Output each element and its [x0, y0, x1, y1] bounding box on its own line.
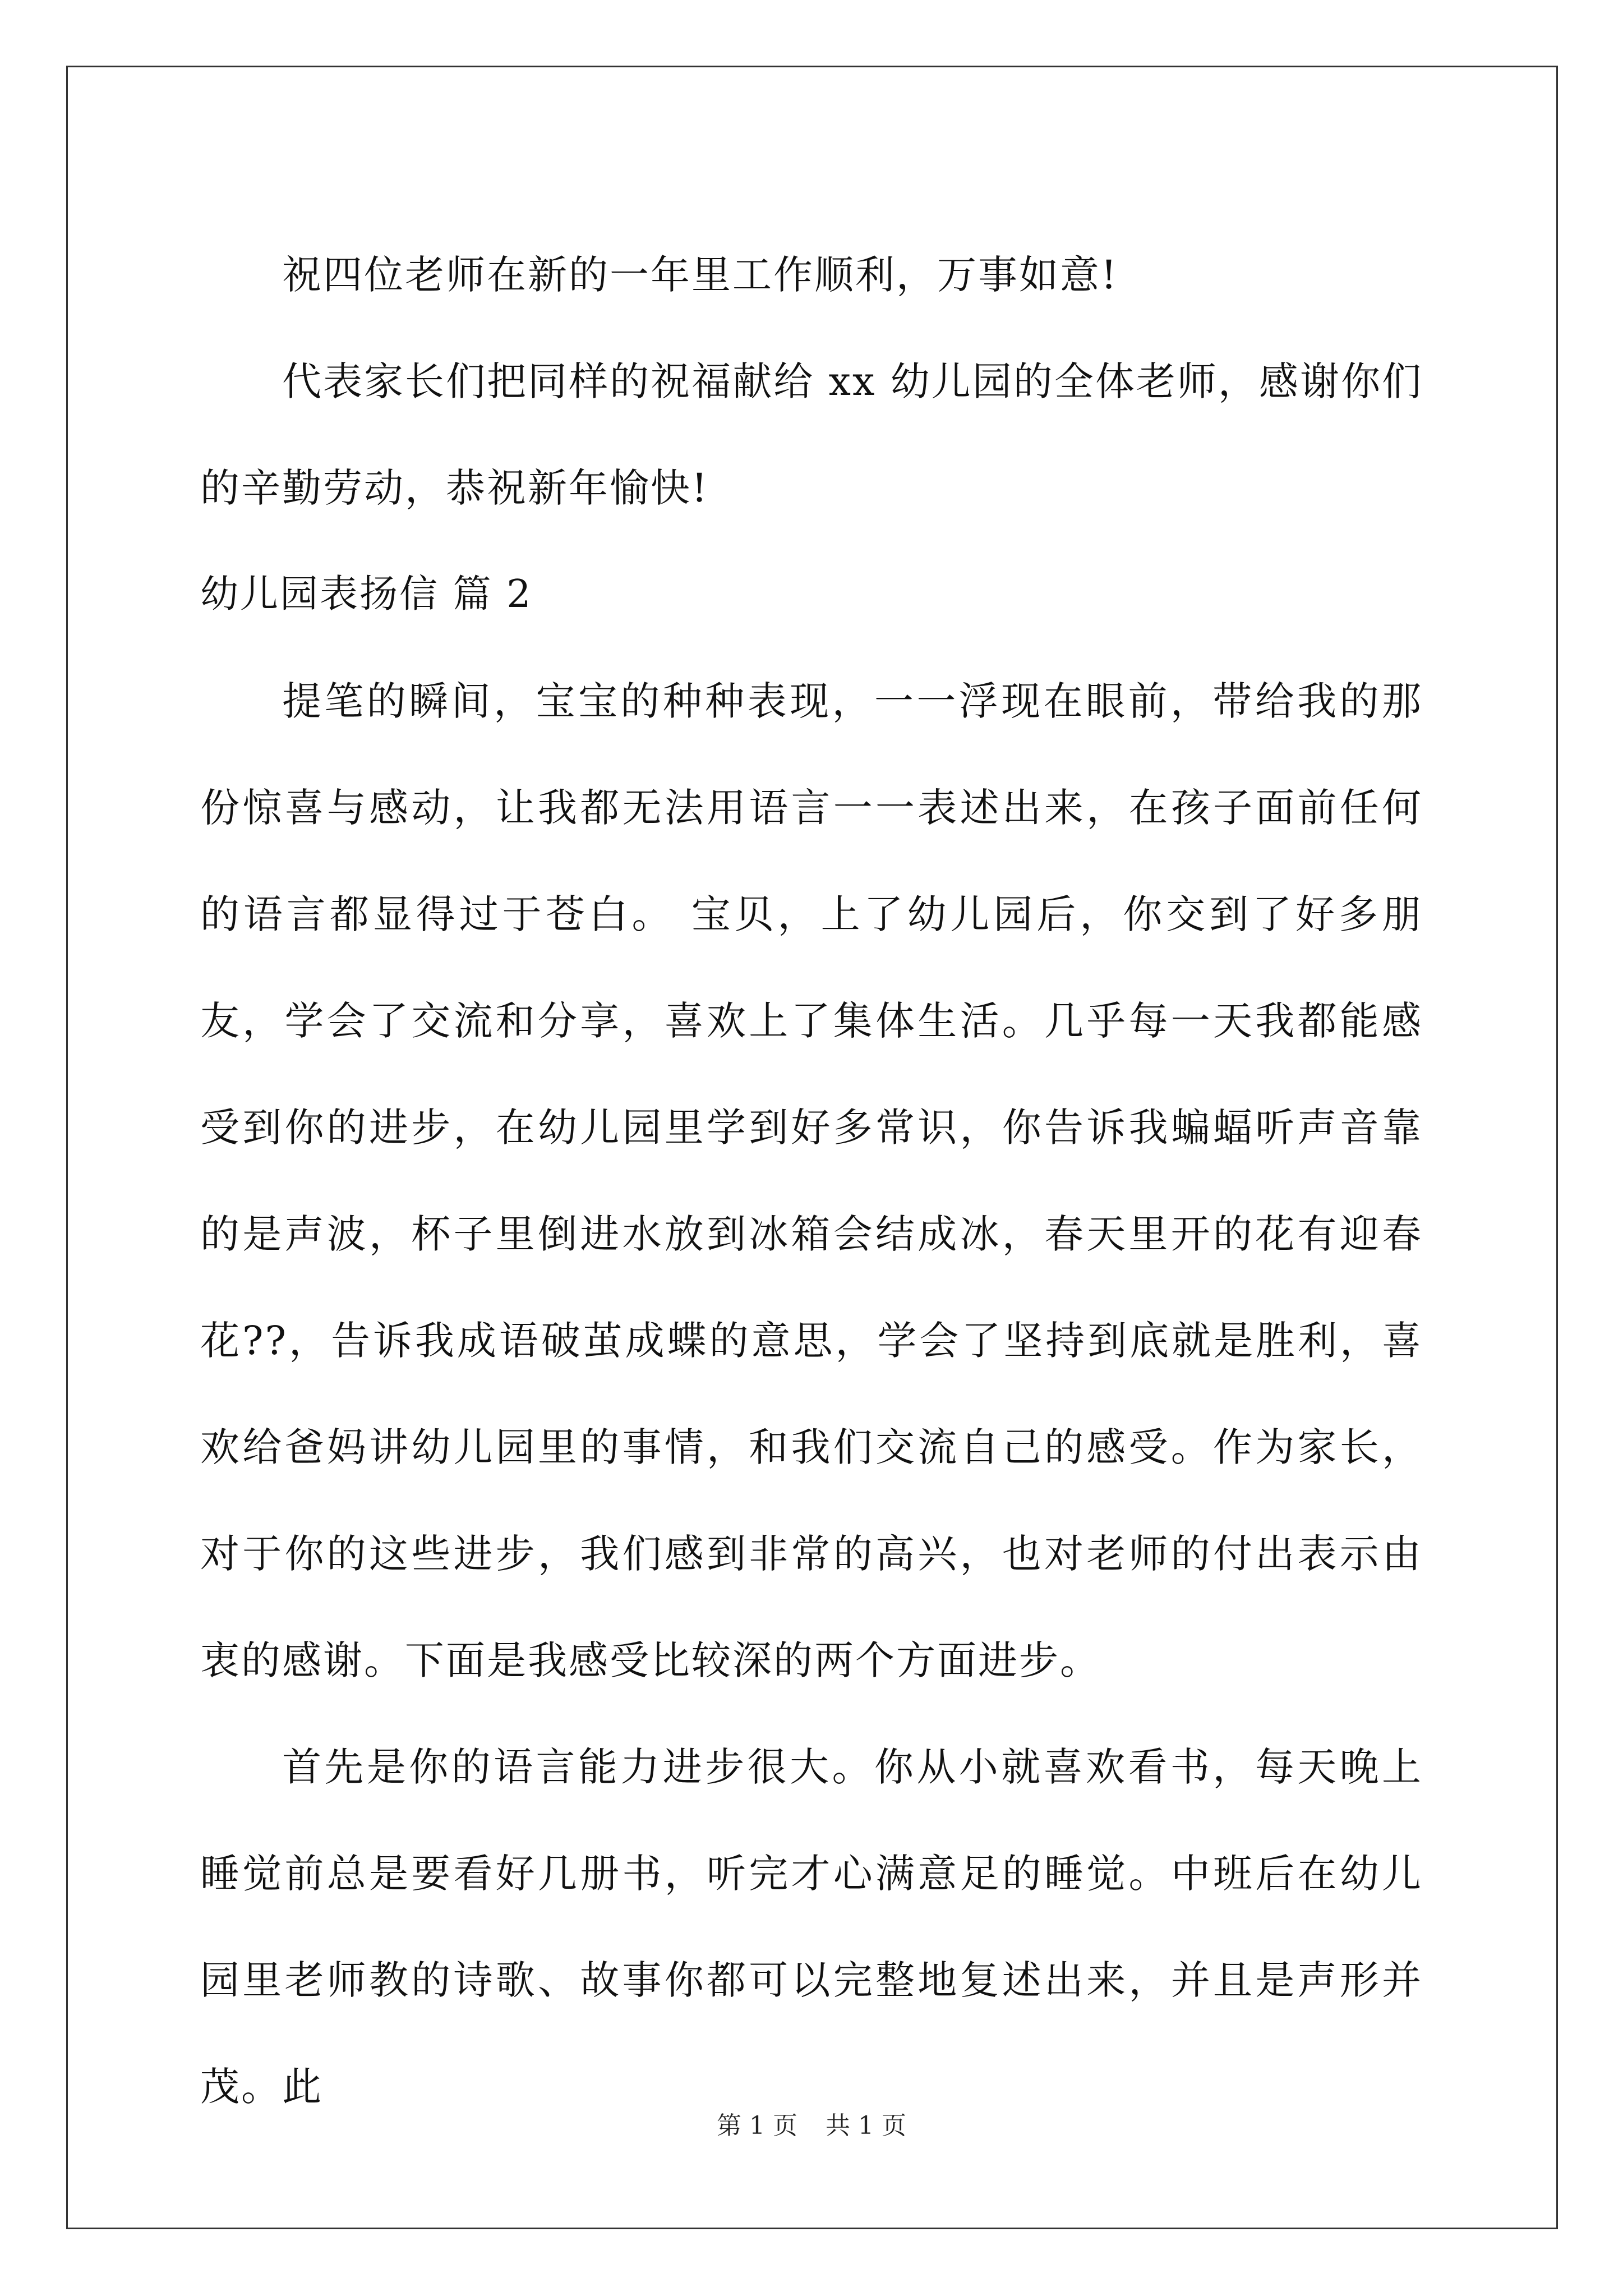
paragraph-thanks: 代表家长们把同样的祝福献给 xx 幼儿园的全体老师，感谢你们的辛勤劳动，恭祝新年愉快!	[200, 358, 1423, 511]
section-heading: 幼儿园表扬信 篇 2	[200, 572, 533, 616]
paragraph-progress: 提笔的瞬间，宝宝的种种表现，一一浮现在眼前，带给我的那份惊喜与感动，让我都无法用语言一一表述出来，在孩子面前任何的语言都显得过于苍白。 宝贝，上了幼儿园后，你交到了好多朋友，学会了交流和分享，喜欢上了集体生活。几乎每一天我都能感受到你的进步，在幼儿园里学到好多常识，你告诉我蝙蝠听声音靠的是声波，杯子里倒进水放到冰箱会结成冰，春天里开的花有迎春花??，告诉我成语破茧成蝶的意思，学会了坚持到底就是胜利，喜欢给爸妈讲幼儿园里的事情，和我们交流自己的感受。作为家长，对于你的这些进步，我们感到非常的高兴，也对老师的付出表示由衷的感谢。下面是我感受比较深的两个方面进步。	[200, 678, 1423, 1683]
page-number-total: 共 1 页	[826, 2111, 906, 2140]
paragraph-language: 首先是你的语言能力进步很大。你从小就喜欢看书，每天晚上睡觉前总是要看好几册书，听完才心满意足的睡觉。中班后在幼儿园里老师教的诗歌、故事你都可以完整地复述出来，并且是声形并茂。此	[200, 1744, 1423, 2110]
page-footer	[0, 2109, 1623, 2143]
paragraph-wishes: 祝四位老师在新的一年里工作顺利，万事如意!	[282, 252, 1119, 298]
document-body	[200, 222, 1423, 2140]
page-number-current: 第 1 页	[717, 2111, 797, 2140]
